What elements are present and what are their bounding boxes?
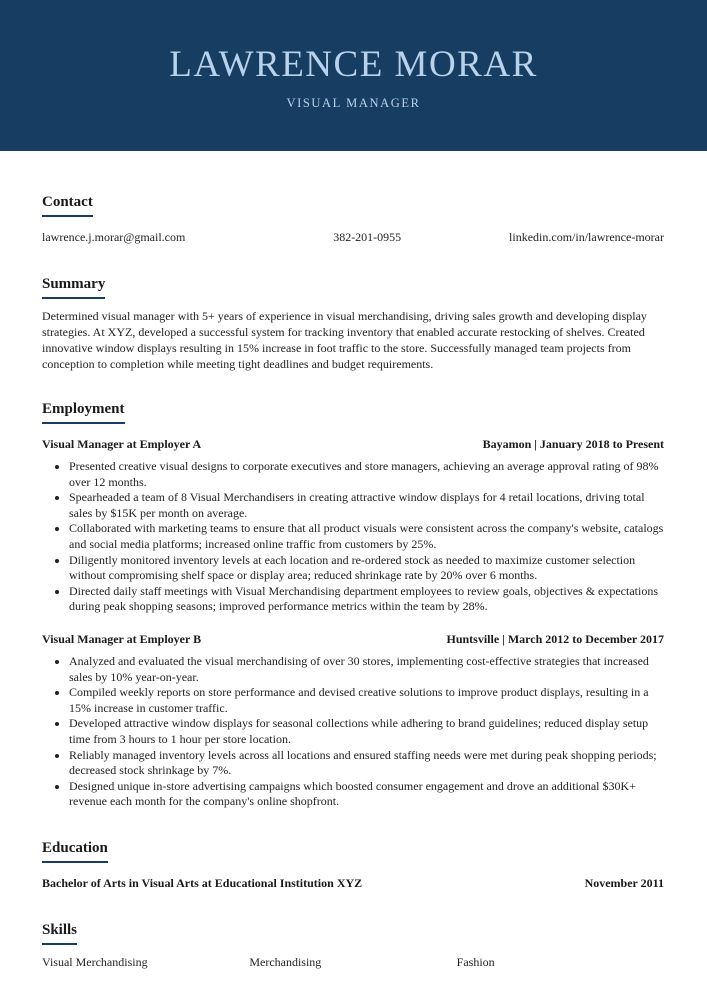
job-bullet: • Diligently monitored inventory levels at each location and re-ordered stock as needed to maximize customer selection without compromising shelf space or display area; reduced shrinkage rate by 20% over 6 months. xyxy=(69,553,664,584)
contact-phone[interactable]: 382-201-0955 xyxy=(333,230,402,244)
skills-row xyxy=(42,955,664,970)
job-bullet: • Developed attractive window displays for seasonal collections while adhering to brand guidelines; reduced display setup time from 3 hours to 1 hour per store location. xyxy=(69,716,664,747)
contact-email[interactable]: lawrence.j.morar@gmail.com xyxy=(42,230,186,244)
skills-section xyxy=(42,921,664,970)
contact-heading: Contact xyxy=(42,194,93,217)
job-title: Visual Manager at Employer B xyxy=(42,631,202,646)
education-date: November 2011 xyxy=(584,875,664,890)
job-entry xyxy=(42,632,664,810)
education-row xyxy=(42,876,664,891)
resume-body xyxy=(0,193,707,970)
education-section xyxy=(42,839,664,891)
job-bullet: • Collaborated with marketing teams to ensure that all product visuals were consistent across the company's website, catalogs and social media platforms; increased online traffic from customers by 25%. xyxy=(69,521,664,552)
skill-item: Visual Merchandising xyxy=(42,954,148,969)
job-bullet: • Reliably managed inventory levels across all locations and ensured staffing needs were met during peak shopping periods; decreased stock shrinkage by 7%. xyxy=(69,748,664,779)
job-bullet: • Spearheaded a team of 8 Visual Merchandisers in creating attractive window displays for 4 retail locations, driving total sales by $15K per month on average. xyxy=(69,490,664,521)
job-meta: Bayamon | January 2018 to Present xyxy=(482,437,664,451)
skill-item: Merchandising xyxy=(249,954,322,969)
contact-section xyxy=(42,193,664,245)
job-bullet: • Designed unique in-store advertising campaigns which boosted consumer engagement and drove an additional $30K+ revenue each month for the company's online shopfront. xyxy=(69,779,664,810)
contact-linkedin[interactable]: linkedin.com/in/lawrence-morar xyxy=(509,230,664,244)
job-bullets xyxy=(42,459,664,615)
job-bullet: • Analyzed and evaluated the visual merchandising of over 30 stores, implementing cost-effective strategies that increased sales by 10% year-on-year. xyxy=(69,654,664,685)
education-heading: Education xyxy=(42,840,108,863)
skill-item: Fashion xyxy=(456,954,495,969)
candidate-name: LAWRENCE MORAR xyxy=(169,44,538,85)
job-bullet: • Compiled weekly reports on store performance and devised creative solutions to improve product displays, resulting in a 15% increase in customer traffic. xyxy=(69,685,664,716)
job-bullet: • Presented creative visual designs to corporate executives and store managers, achieving an average approval rating of 98% over 12 months. xyxy=(69,459,664,490)
job-title: Visual Manager at Employer A xyxy=(42,437,202,451)
summary-section xyxy=(42,275,664,372)
summary-text: Determined visual manager with 5+ years of experience in visual merchandising, driving sales growth and developing display strategies. At XYZ, developed a successful system for tracking inventory that enabled accurate restocking of shelves. Created innovative window displays resulting in 15% increase in foot traffic to the store. Successfully managed team projects from conception to completion while meeting tight deadlines and budget requirements. xyxy=(42,309,647,371)
job-bullets xyxy=(42,654,664,810)
candidate-title: VISUAL MANAGER xyxy=(286,96,421,110)
job-header xyxy=(42,437,664,452)
summary-heading: Summary xyxy=(42,276,105,299)
education-degree: Bachelor of Arts in Visual Arts at Educational Institution XYZ xyxy=(42,875,363,890)
skills-heading: Skills xyxy=(42,922,77,945)
job-bullet: • Directed daily staff meetings with Visual Merchandising department employees to review goals, objectives & expectations during peak shopping seasons; improved performance metrics within the team by 28%. xyxy=(69,584,664,615)
job-meta: Huntsville | March 2012 to December 2017 xyxy=(446,631,664,646)
employment-section xyxy=(42,400,664,810)
contact-row xyxy=(42,230,664,245)
job-header xyxy=(42,632,664,647)
employment-heading: Employment xyxy=(42,401,125,424)
job-entry xyxy=(42,437,664,615)
resume-header xyxy=(0,0,707,151)
